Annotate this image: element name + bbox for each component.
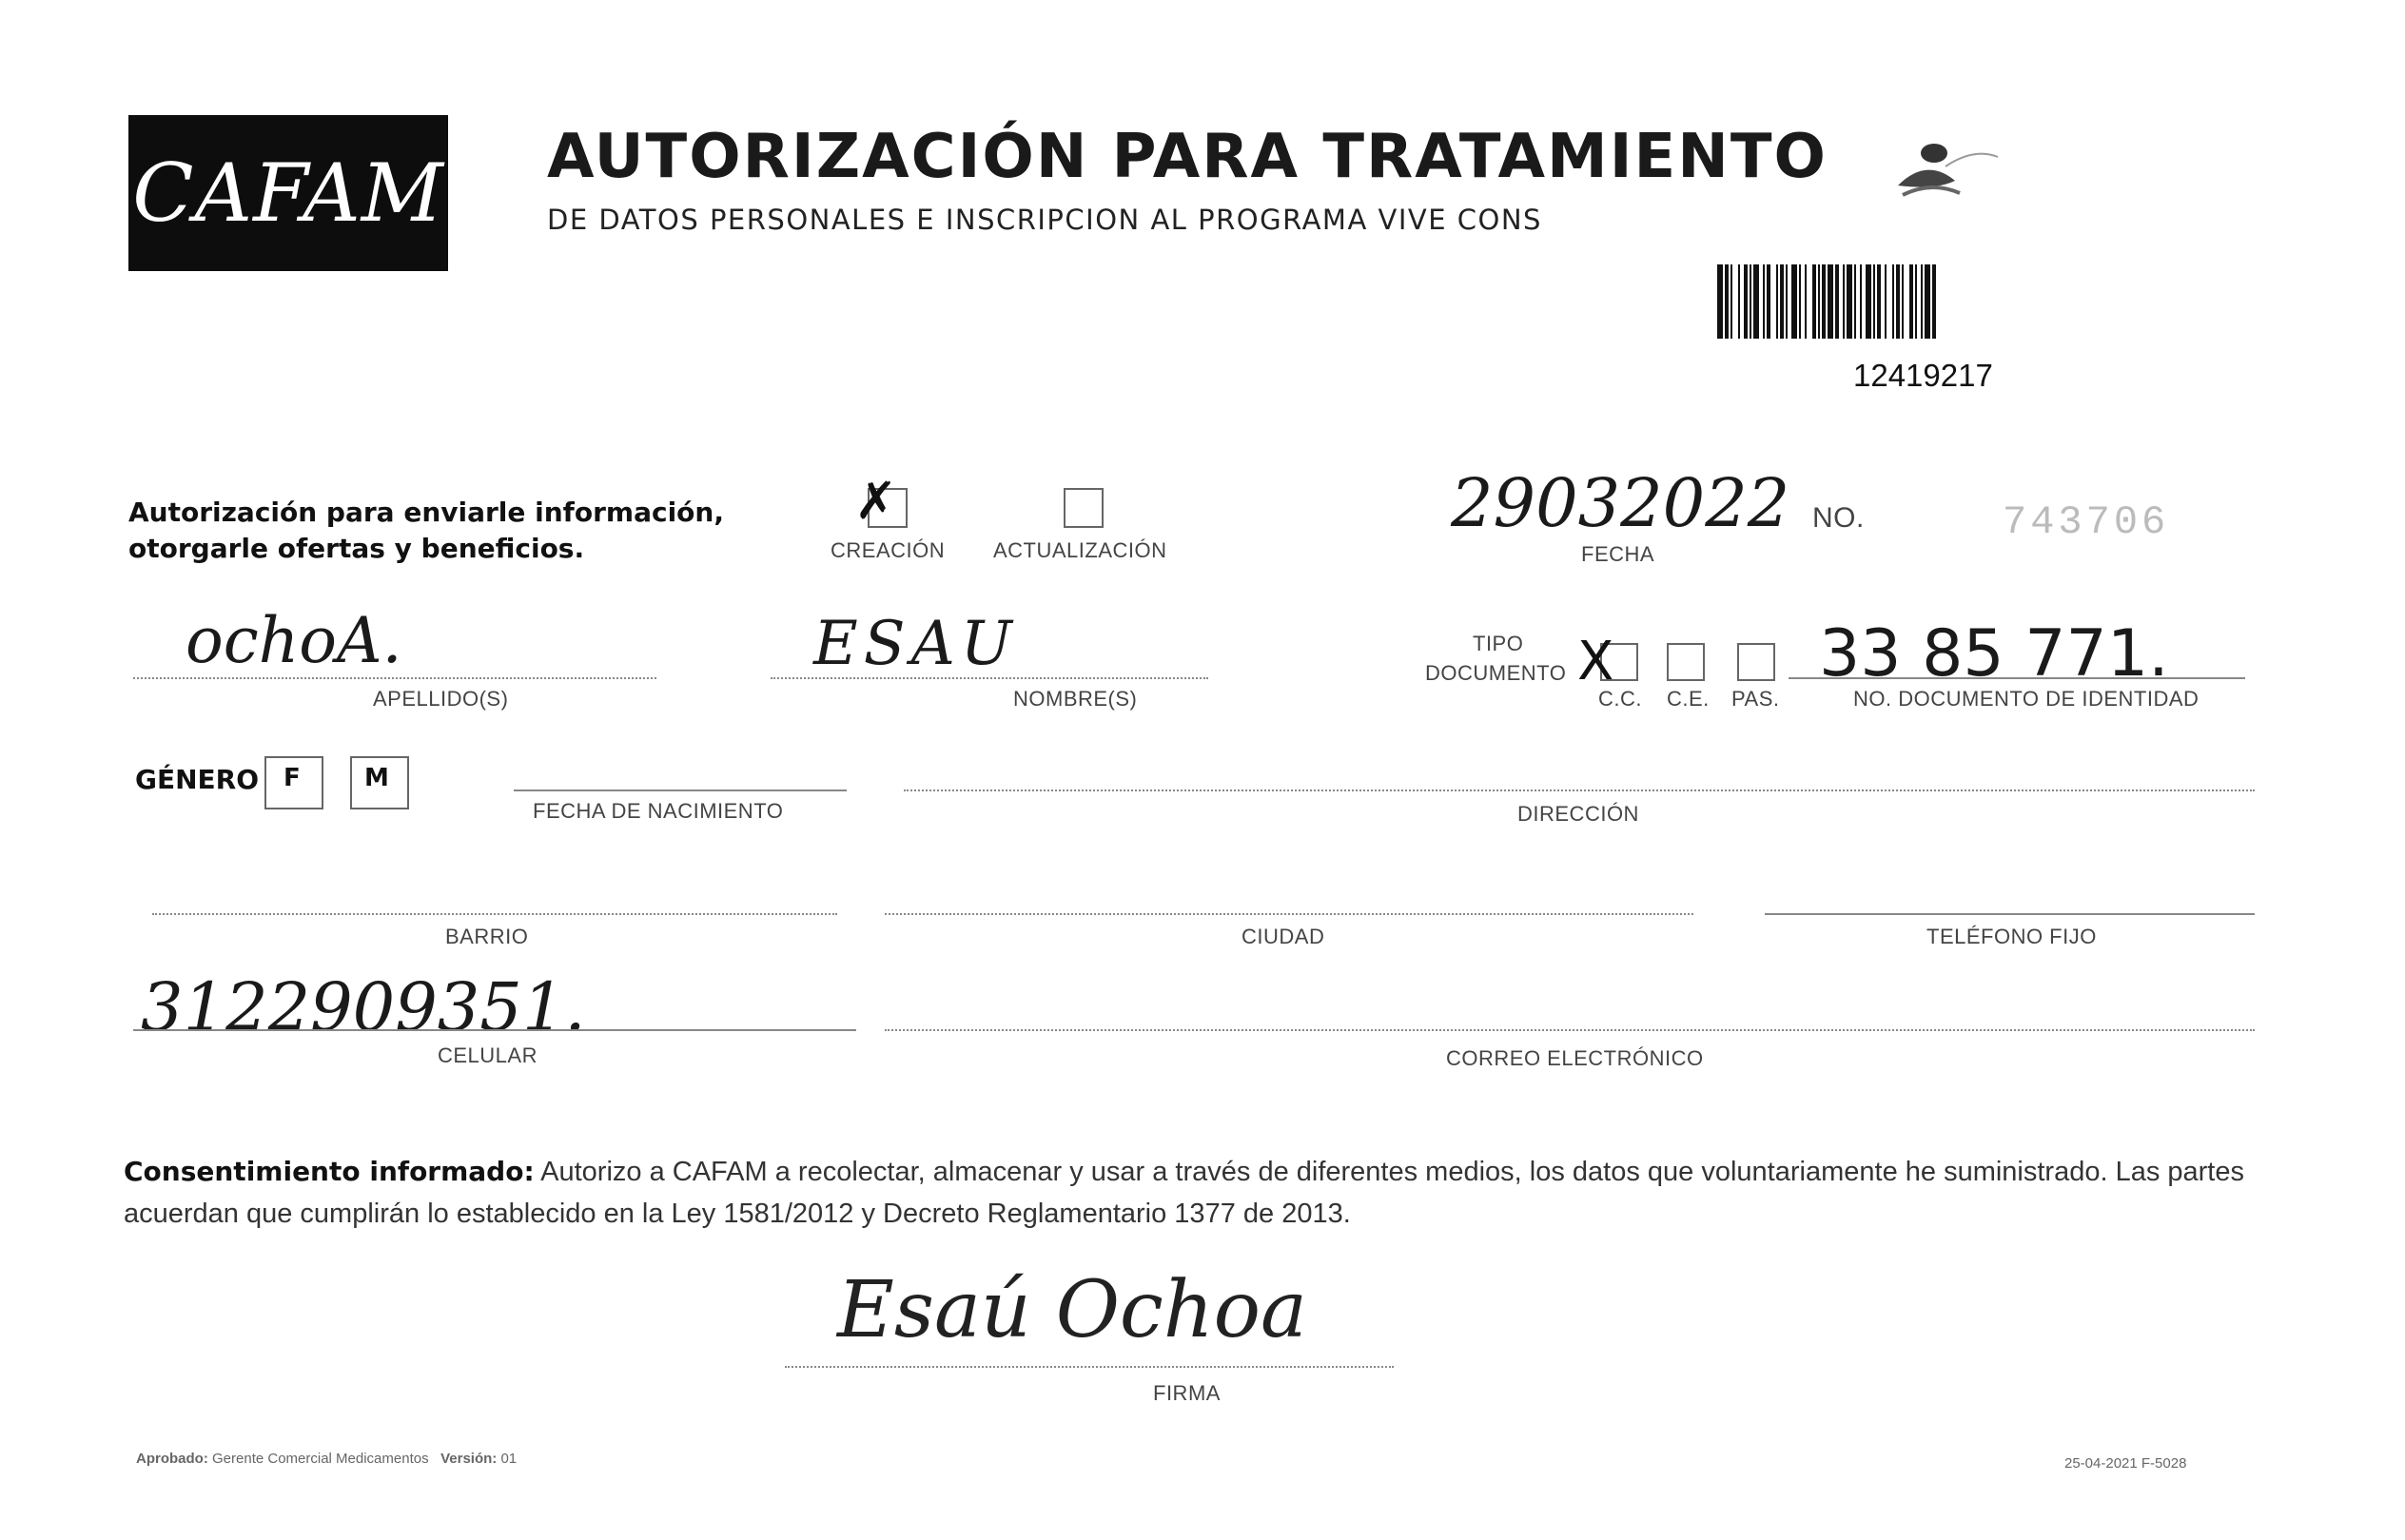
mobile-value: 3122909351. <box>141 968 586 1046</box>
gender-f-label: F <box>284 764 301 792</box>
doc-type-ce-checkbox[interactable] <box>1667 643 1705 681</box>
signature-label: FIRMA <box>1153 1381 1221 1405</box>
doc-type-ce-label: C.E. <box>1667 687 1710 711</box>
approved-value: Gerente Comercial Medicamentos <box>212 1451 429 1467</box>
footer-approved <box>136 1451 517 1467</box>
brand-emblem-icon <box>1888 128 2003 205</box>
gender-label: GÉNERO <box>135 764 260 795</box>
logo-text: CAFAM <box>132 146 444 240</box>
consent-heading: Consentimiento informado: <box>124 1156 535 1187</box>
doc-number-value: 33 85 771. <box>1819 616 2169 692</box>
authorization-text-line1: Autorización para enviarle información, <box>128 497 724 528</box>
version-label: Versión: <box>440 1451 498 1467</box>
update-checkbox[interactable] <box>1064 488 1104 528</box>
date-label: FECHA <box>1581 542 1655 566</box>
consent-text: Autorizo a CAFAM a recolectar, almacenar y usar a través de diferentes medios, los datos que voluntariamente he suministrado. Las partes acuerdan que cumplirán lo establecido en la Ley 1581/2012 y Decreto Reglamentario 1377 de 2013. <box>124 1157 2244 1229</box>
doc-type-pas-label: PAS. <box>1731 687 1780 711</box>
date-value: 29032022 <box>1451 464 1790 542</box>
cafam-logo <box>128 115 448 271</box>
name-value: ESAU <box>813 609 1018 679</box>
update-label: ACTUALIZACIÓN <box>993 538 1167 562</box>
creation-check-mark: ✗ <box>854 471 898 531</box>
version-value: 01 <box>500 1451 518 1467</box>
form-title: AUTORIZACIÓN PARA TRATAMIENTO <box>547 122 1828 192</box>
surname-label: APELLIDO(S) <box>373 687 509 711</box>
authorization-text-line2: otorgarle ofertas y beneficios. <box>128 533 585 564</box>
doc-type-pas-checkbox[interactable] <box>1737 643 1775 681</box>
city-label: CIUDAD <box>1242 925 1325 948</box>
gender-m-label: M <box>364 764 389 792</box>
doc-type-label-2: DOCUMENTO <box>1425 661 1567 685</box>
doc-type-label-1: TIPO <box>1473 632 1524 655</box>
mobile-label: CELULAR <box>438 1043 538 1067</box>
footer-date-code: 25-04-2021 F-5028 <box>2064 1455 2187 1472</box>
doc-type-cc-label: C.C. <box>1598 687 1642 711</box>
barcode-number: 12419217 <box>1853 358 1993 393</box>
email-label: CORREO ELECTRÓNICO <box>1446 1046 1704 1070</box>
name-label: NOMBRE(S) <box>1013 687 1138 711</box>
neighborhood-label: BARRIO <box>445 925 529 948</box>
birthdate-label: FECHA DE NACIMIENTO <box>533 799 784 823</box>
barcode <box>1717 264 2102 339</box>
barcode-bar <box>1936 264 1938 339</box>
approved-label: Aprobado: <box>136 1451 208 1467</box>
doc-number-label: NO. DOCUMENTO DE IDENTIDAD <box>1853 687 2200 711</box>
form-number: 743706 <box>2003 499 2170 545</box>
creation-label: CREACIÓN <box>831 538 946 562</box>
form-subtitle: DE DATOS PERSONALES E INSCRIPCION AL PROGRAMA VIVE CONS <box>547 204 1542 236</box>
consent-paragraph <box>124 1151 2274 1235</box>
no-label: NO. <box>1812 502 1865 534</box>
surname-value: ochoA. <box>186 604 402 677</box>
address-label: DIRECCIÓN <box>1517 802 1639 826</box>
signature: Esaú Ochoa <box>837 1265 1307 1355</box>
doc-type-cc-check-mark: X <box>1577 631 1614 692</box>
landline-label: TELÉFONO FIJO <box>1926 925 2097 948</box>
